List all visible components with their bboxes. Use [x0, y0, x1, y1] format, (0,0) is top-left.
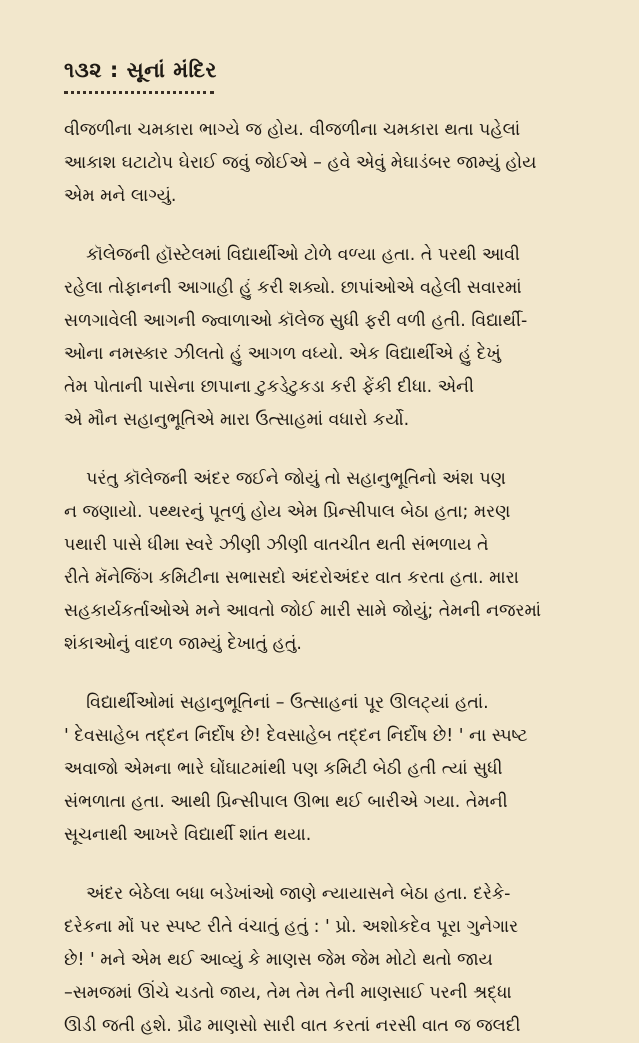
text-line: ' દેવસાહેબ તદ્દન નિર્દોષ છે! દેવસાહેબ તદ્દન નિર્દોષ છે! ' ના સ્પષ્ટ	[64, 726, 528, 746]
text-line: તેમ પોતાની પાસેના છાપાના ટુકડેટુકડા કરી ફેંકી દીધા. એની	[64, 377, 474, 397]
text-line: રહેલા તોફાનની આગાહી હું કરી શક્યો. છાપાંઓએ વહેલી સવારમાં	[64, 278, 522, 298]
paragraph-gap	[64, 437, 589, 463]
text-line: અંદર બેઠેલા બધા બડેખાંઓ જાણે ન્યાયાસને બેઠા હતા. દરેકે-	[64, 884, 511, 904]
paragraph-gap	[64, 661, 589, 687]
text-line: વિદ્યાર્થીઓમાં સહાનુભૂતિનાં – ઉત્સાહનાં પૂર ઊલટ્યાં હતાં.	[64, 693, 489, 713]
text-line: અવાજો એમના ભારે ઘોંઘાટમાંથી પણ કમિટી બેઠી હતી ત્યાં સુધી	[64, 759, 503, 779]
text-line: આકાશ ઘટાટોપ ઘેરાઈ જવું જોઈએ – હવે એવું મેઘાડંબર જામ્યું હોય	[64, 153, 537, 173]
paragraph	[64, 239, 589, 437]
paragraph	[64, 463, 589, 661]
text-line: સળગાવેલી આગની જ્વાળાઓ કૉલેજ સુધી ફરી વળી હતી. વિદ્યાર્થી-	[64, 311, 528, 331]
text-line: શંકાઓનું વાદળ જામ્યું દેખાતું હતું.	[64, 634, 302, 654]
text-line: દરેકના મોં પર સ્પષ્ટ રીતે વંચાતું હતું : ' પ્રો. અશોકદેવ પૂરા ગુનેગાર	[64, 917, 519, 937]
paragraph	[64, 687, 589, 852]
text-line: પથારી પાસે ધીમા સ્વરે ઝીણી ઝીણી વાતચીત થતી સંભળાય તે	[64, 535, 489, 555]
text-line: ઊડી જતી હશે. પ્રૌઢ માણસો સારી વાત કરતાં નરસી વાત જ જલદી	[64, 1016, 521, 1036]
text-line: પરંતુ કૉલેજની અંદર જઈને જોયું તો સહાનુભૂતિનો અંશ પણ	[64, 469, 506, 489]
text-line: ન જણાયો. પથ્થરનું પૂતળું હોય એમ પ્રિન્સીપાલ બેઠા હતા; મરણ	[64, 502, 511, 522]
paragraph	[64, 878, 589, 1043]
paragraph	[64, 114, 589, 213]
text-line: સંભળાતા હતા. આથી પ્રિન્સીપાલ ઊભા થઈ બારીએ ગયા. તેમની	[64, 792, 508, 812]
text-line: સૂચનાથી આખરે વિદ્યાર્થી શાંત થયા.	[64, 825, 312, 845]
paragraph-gap	[64, 852, 589, 878]
text-line: રીતે મૅનેજિંગ કમિટીના સભાસદો અંદરોઅંદર વાત કરતા હતા. મારા	[64, 568, 519, 588]
text-line: વીજળીના ચમકારા ભાગ્યે જ હોય. વીજળીના ચમકારા થતા પહેલાં	[64, 120, 521, 140]
text-line: એમ મને લાગ્યું.	[64, 186, 177, 206]
text-line: –સમજમાં ઊંચે ચડતો જાય, તેમ તેમ તેની માણસાઈ પરની શ્રદ્ધા	[64, 983, 512, 1003]
text-line: સહકાર્યકર્તાઓએ મને આવતો જોઈ મારી સામે જોયું; તેમની નજરમાં	[64, 601, 541, 621]
text-line: એ મૌન સહાનુભૂતિએ મારા ઉત્સાહમાં વધારો કર્યો.	[64, 410, 410, 430]
header-dotted-rule	[64, 85, 214, 94]
body-text	[64, 114, 589, 1043]
running-header: ૧૩૨ : સૂનાં મંદિર	[64, 58, 217, 82]
paragraph-gap	[64, 213, 589, 239]
text-line: કૉલેજની હૉસ્ટેલમાં વિદ્યાર્થીઓ ટોળે વળ્યા હતા. તે પરથી આવી	[64, 245, 520, 265]
text-line: ઓના નમસ્કાર ઝીલતો હું આગળ વધ્યો. એક વિદ્યાર્થીએ હું દેખું	[64, 344, 501, 364]
text-line: છે! ' મને એમ થઈ આવ્યું કે માણસ જેમ જેમ મોટો થતો જાય	[64, 950, 493, 970]
